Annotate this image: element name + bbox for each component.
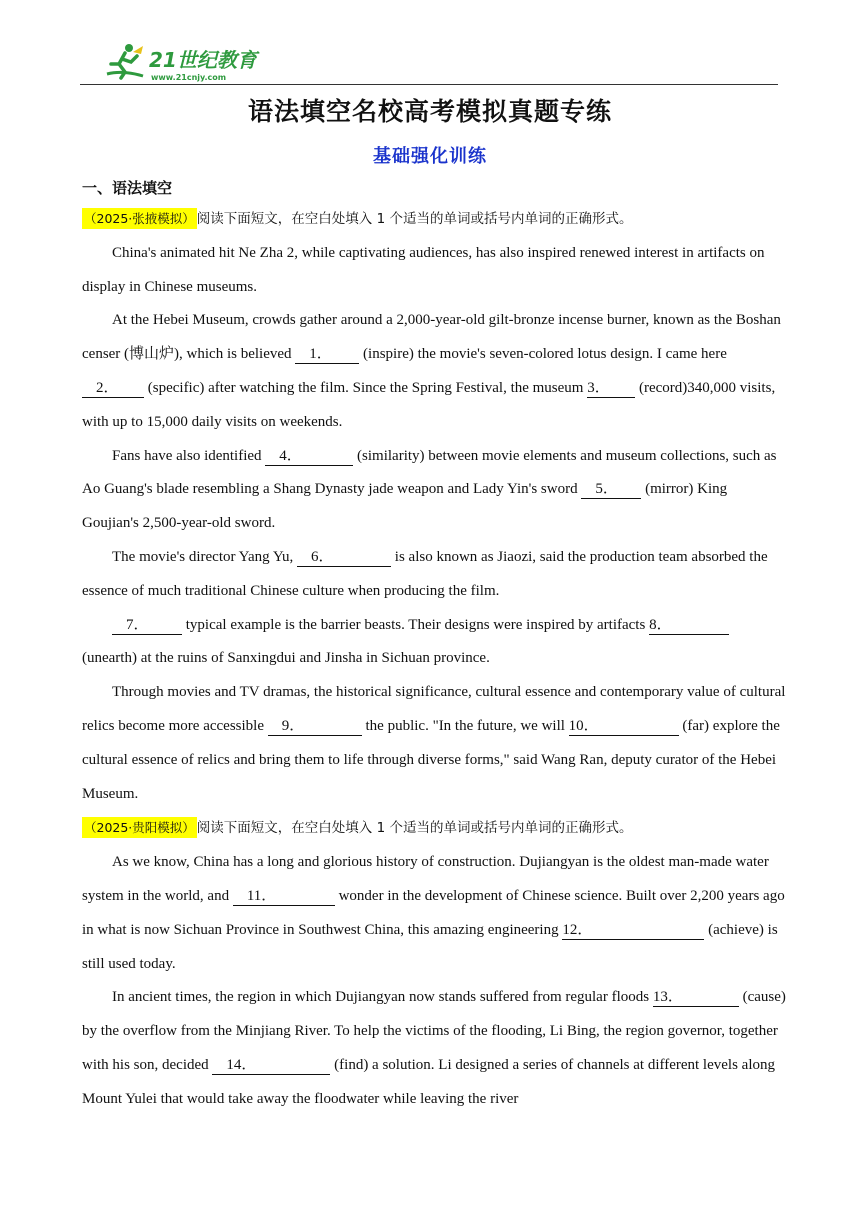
blank-5[interactable]: 5． <box>581 480 641 499</box>
runner-logo-icon <box>103 40 273 84</box>
blank-11[interactable]: 11． <box>233 887 335 906</box>
section-heading: 一、语法填空 <box>82 179 173 197</box>
paragraph: Fans have also identified 4． (similarity) between movie elements and museum collections, such as Ao Guang's blade resembling a Shang Dynasty jade weapon and Lady Yin's sword 5． (mirror) King Goujian's 2,500-year-old sword. <box>82 447 777 532</box>
passage1-intro <box>82 202 786 237</box>
paragraph: 7． typical example is the barrier beasts. Their designs were inspired by artifacts 8． (unearth) at the ruins of Sanxingdui and Jinsha in Sichuan province. <box>82 609 786 677</box>
header-divider <box>80 84 778 85</box>
blank-7[interactable]: 7． <box>112 616 182 635</box>
paragraph: As we know, China has a long and glorious history of construction. Dujiangyan is the oldest man-made water system in the world, and 11． wonder in the development of Chinese science. Built over 2,200 years ago in what is now Sichuan Province in Southwest China, this amazing engineering 12． (achieve) is still used today. <box>82 854 785 972</box>
page-title: 语法填空名校高考模拟真题专练 <box>247 97 612 126</box>
blank-4[interactable]: 4． <box>265 447 353 466</box>
site-logo <box>103 40 273 84</box>
source-tag: （2025·张掖模拟） <box>82 208 197 229</box>
blank-3[interactable]: 3． <box>587 379 635 398</box>
paragraph: The movie's director Yang Yu, 6． is also known as Jiaozi, said the production team absorbed the essence of much traditional Chinese culture when producing the film. <box>82 548 768 599</box>
blank-8[interactable]: 8． <box>649 616 729 635</box>
blank-2[interactable]: 2． <box>82 379 144 398</box>
blank-12[interactable]: 12． <box>562 921 704 940</box>
blank-13[interactable]: 13． <box>653 988 739 1007</box>
paragraph: China's animated hit Ne Zha 2, while captivating audiences, has also inspired renewed interest in artifacts on display in Chinese museums. <box>82 244 765 295</box>
instruction: 阅读下面短文，在空白处填入 1 个适当的单词或括号内单词的正确形式。 <box>196 211 633 227</box>
page-subtitle: 基础强化训练 <box>373 146 487 167</box>
exercise-text <box>82 202 786 1117</box>
blank-9[interactable]: 9． <box>268 717 362 736</box>
blank-6[interactable]: 6． <box>297 548 391 567</box>
blank-1[interactable]: 1． <box>295 345 359 364</box>
blank-14[interactable]: 14． <box>212 1056 330 1075</box>
instruction: 阅读下面短文，在空白处填入 1 个适当的单词或括号内单词的正确形式。 <box>196 820 633 837</box>
paragraph: At the Hebei Museum, crowds gather around a 2,000-year-old gilt-bronze incense burner, known as the Boshan censer (博山炉), which is believed 1． (inspire) the movie's seven-colored lotus design. I came here 2． (specific) after watching the film. Since the Spring Festival, the museum 3． (record)340,000 visits, with up to 15,000 daily visits on weekends. <box>82 312 781 430</box>
paragraph: In ancient times, the region in which Dujiangyan now stands suffered from regular floods 13． (cause) by the overflow from the Minjiang River. To help the victims of the flooding, Li Bing, the region governor, together with his son, decided 14． (find) a solution. Li designed a series of channels at different levels along Mount Yulei that would take away the floodwater while leaving the river <box>82 989 786 1107</box>
logo-wordmark: 21世纪教育 <box>149 48 257 72</box>
blank-10[interactable]: 10． <box>569 717 679 736</box>
logo-url: www.21cnjy.com <box>151 73 227 82</box>
source-tag: （2025·贵阳模拟） <box>82 817 197 838</box>
paragraph: Through movies and TV dramas, the historical significance, cultural essence and contemporary value of cultural relics become more accessible 9． the public. "In the future, we will 10． (far) explore the cultural essence of relics and bring them to life through diverse forms," said Wang Ran, deputy curator of the Hebei Museum. <box>82 684 786 802</box>
passage2-intro <box>82 811 786 846</box>
